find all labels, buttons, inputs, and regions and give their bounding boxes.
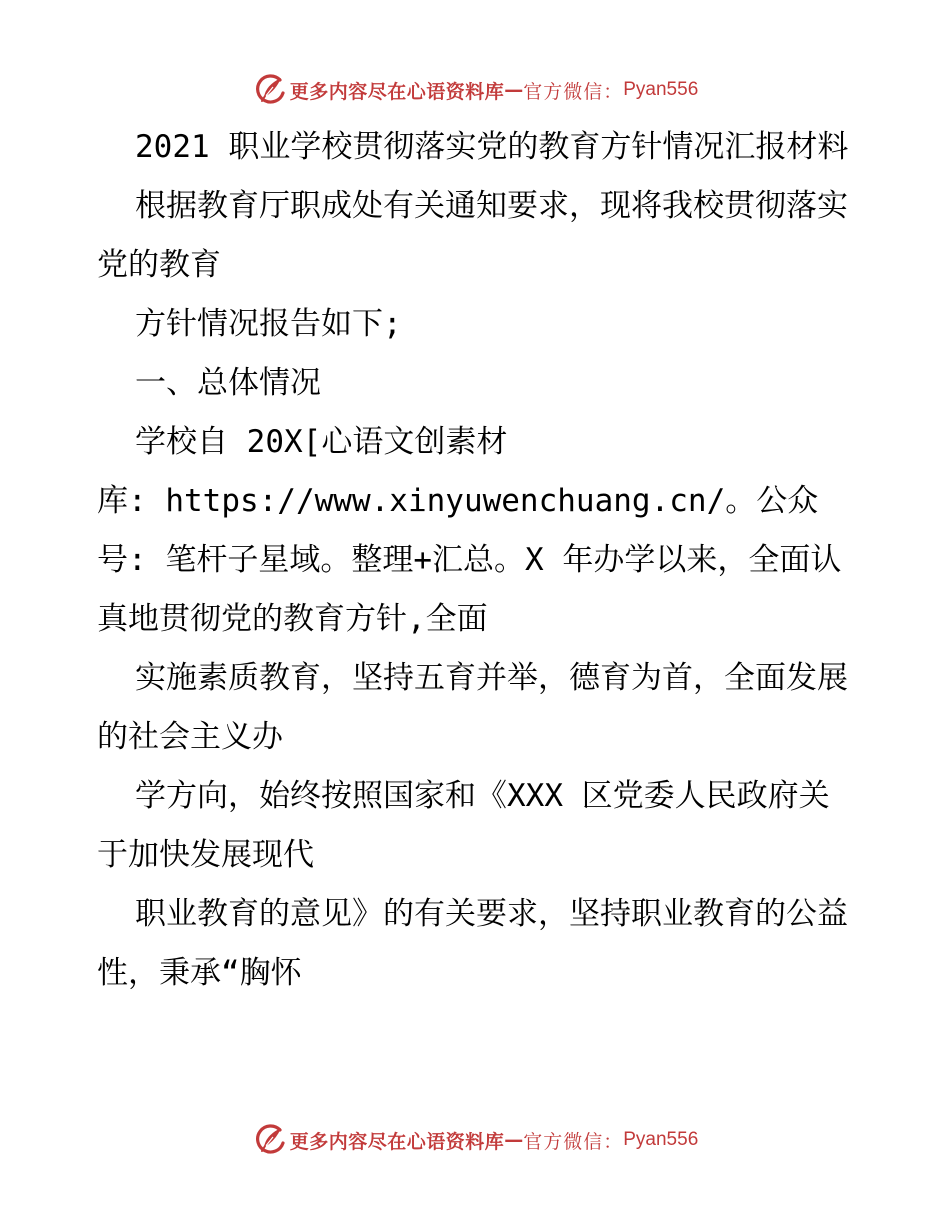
watermark-dash: — [504,79,524,101]
paragraph: 库: https://www.xinyuwenchuang.cn/。公众号: 笔杆子星域。整理+汇总。X 年办学以来，全面认真地贯彻党的教育方针,全面 [97,483,842,637]
paragraph: 学校自 20X[心语文创素材 [135,424,508,460]
quill-logo-icon [252,1122,288,1158]
header-watermark [0,70,950,110]
quill-logo-icon [252,72,288,108]
watermark-wechat-id: Pyan556 [623,1129,699,1150]
document-title: 2021 职业学校贯彻落实党的教育方针情况汇报材料 [135,129,849,165]
watermark-official-label: 官方微信： [523,80,624,103]
watermark-wechat-id: Pyan556 [623,79,699,100]
paragraph: 学方向，始终按照国家和《XXX 区党委人民政府关于加快发展现代 [97,778,830,873]
document-body [97,118,857,1003]
watermark-main-text: 更多内容尽在心语资料库 [289,1130,505,1153]
paragraph: 根据教育厅职成处有关通知要求，现将我校贯彻落实党的教育 [97,188,848,283]
paragraph: 职业教育的意见》的有关要求，坚持职业教育的公益性，秉承“胸怀 [97,896,848,991]
paragraph: 实施素质教育，坚持五育并举，德育为首，全面发展的社会主义办 [97,660,848,755]
paragraph: 方针情况报告如下; [135,306,402,342]
watermark-official-label: 官方微信： [523,1130,624,1153]
watermark-main-text: 更多内容尽在心语资料库 [289,80,505,103]
section-heading: 一、总体情况 [135,365,321,401]
footer-watermark [0,1120,950,1160]
watermark-dash: — [504,1129,524,1151]
